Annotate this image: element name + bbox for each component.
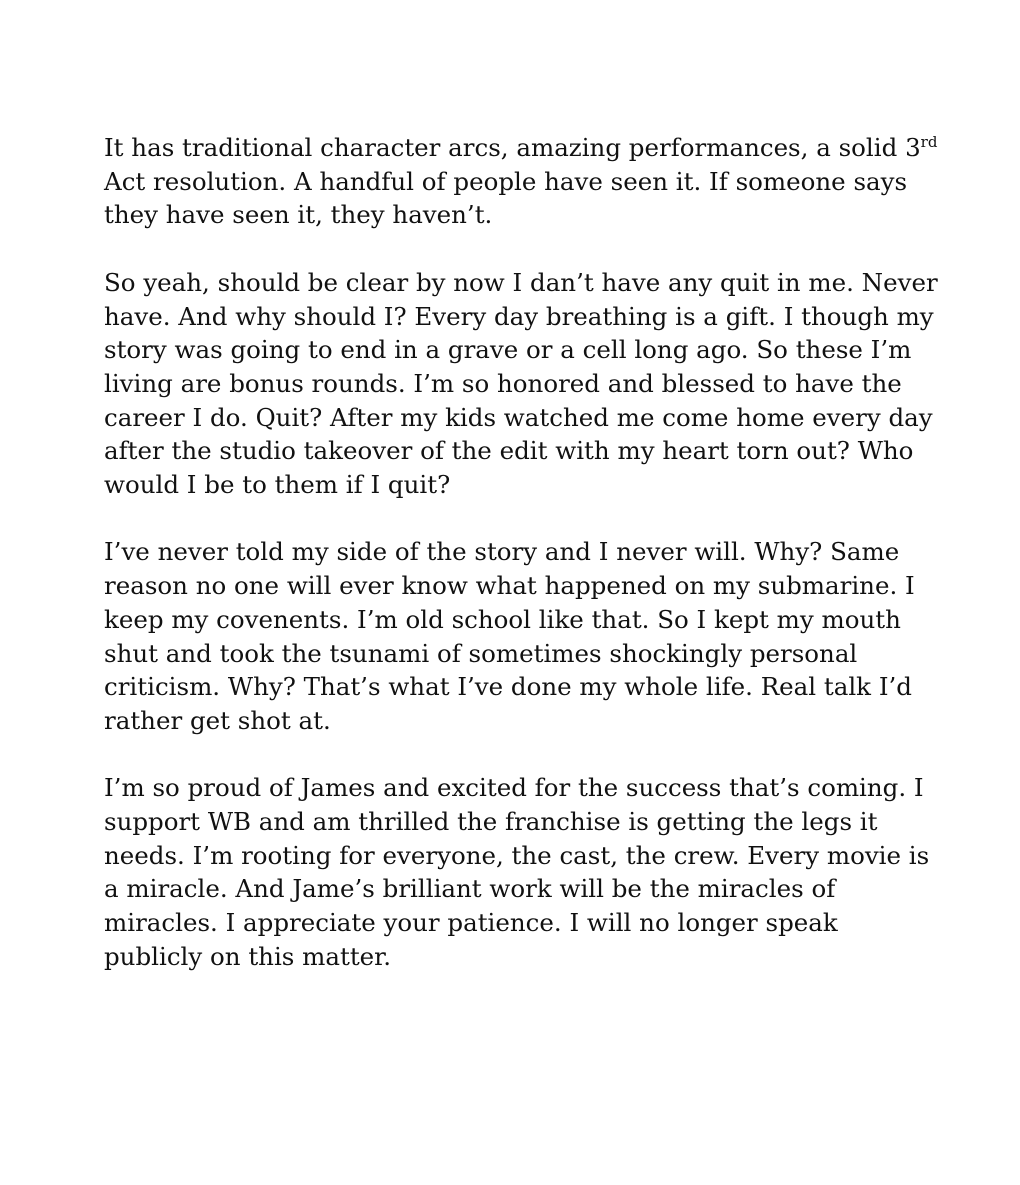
text-line: shut and took the tsunami of sometimes shockingly personal (104, 638, 858, 668)
text-line: publicly on this matter. (104, 941, 391, 971)
text-line: Act resolution. A handful of people have seen it. If someone says (104, 166, 908, 196)
text-line: I’ve never told my side of the story and I never will. Why? Same (104, 537, 900, 567)
text-line: keep my covenents. I’m old school like that. So I kept my mouth (104, 604, 901, 634)
paragraph-3 (104, 535, 934, 737)
paragraph-2 (104, 266, 938, 502)
text-line: It has traditional character arcs, amazing performances, a solid 3rd (104, 133, 938, 162)
paragraph-4 (104, 771, 934, 973)
text-line: support WB and am thrilled the franchise is getting the legs it (104, 807, 878, 837)
text-line: So yeah, should be clear by now I dan’t have any quit in me. Never (104, 267, 938, 297)
text-line: career I do. Quit? After my kids watched me come home every day (104, 402, 933, 432)
text-line: have. And why should I? Every day breathing is a gift. I though my (104, 301, 934, 331)
text-line: criticism. Why? That’s what I’ve done my whole life. Real talk I’d (104, 672, 912, 702)
superscript: rd (920, 133, 938, 151)
text-line: a miracle. And Jame’s brilliant work will be the miracles of (104, 874, 836, 904)
document-body (104, 131, 938, 1007)
text-line: after the studio takeover of the edit with my heart torn out? Who (104, 436, 914, 466)
text-line: would I be to them if I quit? (104, 470, 451, 500)
text-line: they have seen it, they haven’t. (104, 200, 493, 230)
text-line: rather get shot at. (104, 705, 331, 735)
text-line: I’m so proud of James and excited for the success that’s coming. I (104, 773, 924, 803)
paragraph-1 (104, 131, 938, 232)
text-line: miracles. I appreciate your patience. I will no longer speak (104, 908, 838, 938)
text-line: needs. I’m rooting for everyone, the cast, the crew. Every movie is (104, 840, 930, 870)
text-line: reason no one will ever know what happened on my submarine. I (104, 571, 915, 601)
text-line: living are bonus rounds. I’m so honored and blessed to have the (104, 368, 902, 398)
text-line: story was going to end in a grave or a cell long ago. So these I’m (104, 335, 912, 365)
